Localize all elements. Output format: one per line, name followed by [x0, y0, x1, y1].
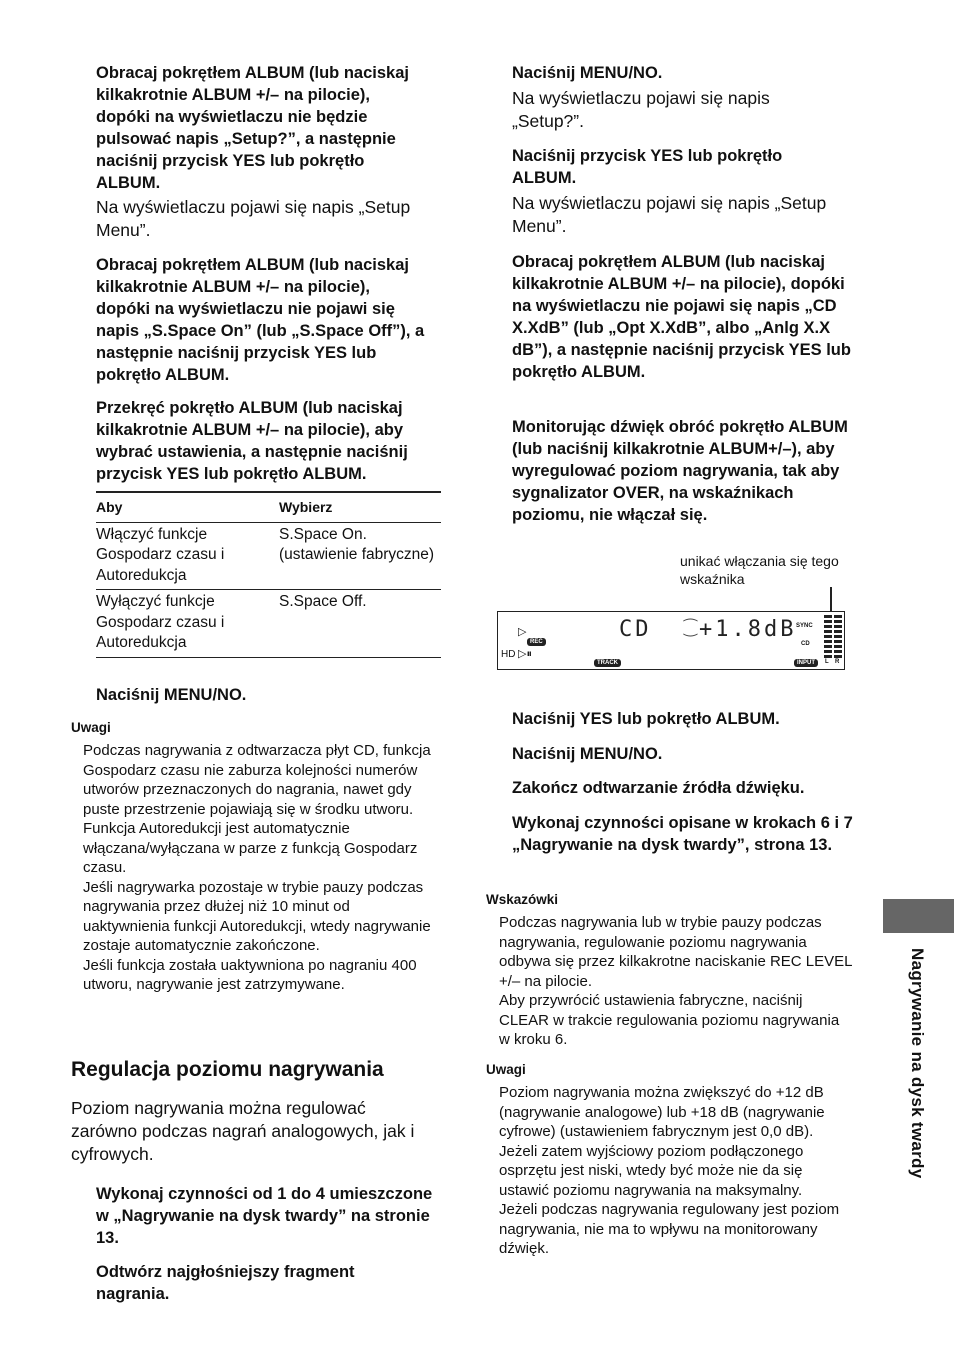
table-cell-choice: S.Space Off. — [279, 590, 441, 658]
step-instruction: Obracaj pokrętłem ALBUM (lub naciskaj kilkakrotnie ALBUM +/– na pilocie), dopóki na wyświetlaczu nie będzie pulsować napis „Setup?”, a następnie naciśnij przycisk YES lub pokrętło ALBUM. — [96, 64, 409, 192]
hd-label: HD — [501, 649, 516, 660]
tips-heading: Wskazówki — [486, 892, 559, 907]
tip-item: Podczas nagrywania lub w trybie pauzy podczas nagrywania, regulowanie poziomu nagrywania odbywa się przez kilkakrotne naciskanie REC LEVEL +/– na pilocie. — [499, 914, 852, 990]
step-description: Na wyświetlaczu pojawi się napis „Setup Menu”. — [96, 197, 411, 240]
notes-list — [499, 1083, 854, 1259]
note-item: Poziom nagrywania można zwiększyć do +12 dB (nagrywanie analogowe) lub +18 dB (nagrywanie cyfrowe) (ustawieniem fabrycznym jest 0,0 dB). — [499, 1084, 825, 1140]
blink-icon: ⁐ — [684, 620, 697, 637]
note-item: Jeśli funkcja została uaktywniona po nagraniu 400 utworu, nagrywanie jest zatrzymywane. — [83, 956, 417, 993]
meter-right-label: R — [835, 659, 840, 665]
tip-item: Aby przywrócić ustawienia fabryczne, naciśnij CLEAR w trakcie regulowania poziomu nagrywania w kroku 6. — [499, 992, 840, 1048]
note-item: Podczas nagrywania z odtwarzacza płyt CD, funkcja Gospodarz czasu nie zaburza kolejności numerów utworów przeznaczonych do nagrania, nawet gdy puste przestrzenie pojawiają się w środku utworu. — [83, 742, 431, 818]
step-instruction: Zakończ odtwarzanie źródła dźwięku. — [512, 779, 805, 797]
step-instruction: Monitorując dźwięk obróć pokrętło ALBUM (lub naciśnij kilkakrotnie ALBUM+/–), aby wyregulować poziom nagrywania, tak aby sygnalizator OVER, na wskaźnikach poziomu, nie włączał się. — [512, 418, 848, 524]
step-instruction: Naciśnij MENU/NO. — [96, 686, 247, 704]
meter-left-label: L — [825, 659, 829, 665]
table-cell-action: Włączyć funkcje Gospodarz czasu i Autoredukcja — [96, 522, 279, 590]
table-header-choice: Wybierz — [279, 492, 441, 522]
note-item: Jeżeli zatem wyjściowy poziom podłączonego osprzętu jest niski, wtedy być może nie da się ustawić poziomu nagrywania na maksymalny. — [499, 1142, 804, 1199]
note-item: Jeżeli podczas nagrywania regulowany jest poziom nagrywania, nie ma to wpływu na monitorowany dźwięk. — [499, 1201, 840, 1257]
notes-heading: Uwagi — [71, 720, 111, 735]
chapter-label: Nagrywanie na dysk twardy — [908, 948, 927, 1179]
level-meter-left — [824, 615, 832, 658]
display-callout: unikać włączania się tego wskaźnika — [680, 553, 839, 587]
rec-badge: REC — [527, 638, 546, 646]
level-meter-right — [834, 615, 842, 658]
step-instruction: Obracaj pokrętłem ALBUM (lub naciskaj kilkakrotnie ALBUM +/– na pilocie), dopóki na wyświetlaczu nie pojawi się napis „CD X.XdB” (lub „Opt X.XdB”, albo „Anlg X.X dB”), a następnie naciśnij przycisk YES lub pokrętło ALBUM. — [512, 253, 851, 381]
note-item: Jeśli nagrywarka pozostaje w trybie pauzy podczas nagrywania przez dłużej niż 10 minut od uaktywnienia funkcji Autoredukcji, wtedy nagrywanie zostaje automatycznie zakończone. — [83, 878, 431, 954]
table-header-action: Aby — [96, 492, 279, 522]
settings-table — [96, 491, 441, 658]
step-instruction: Naciśnij MENU/NO. — [512, 745, 663, 763]
notes-heading: Uwagi — [486, 1062, 526, 1077]
table-cell-choice: S.Space On. (ustawienie fabryczne) — [279, 522, 441, 590]
sync-label: SYNC — [796, 623, 813, 629]
step-instruction: Naciśnij przycisk YES lub pokrętło ALBUM. — [512, 147, 783, 187]
play-icon: ▷ — [518, 626, 527, 638]
step-instruction: Obracaj pokrętłem ALBUM (lub naciskaj kilkakrotnie ALBUM +/– na pilocie), dopóki na wyświetlaczu nie pojawi się napis „S.Space On” (lub „S.Space Off”), a następnie naciśnij przycisk YES lub pokrętło ALBUM. — [96, 256, 425, 384]
table-row — [96, 522, 441, 590]
section-tab-marker — [883, 899, 954, 933]
input-badge: INPUT — [794, 659, 818, 667]
track-badge: TRACK — [594, 659, 621, 667]
step-description: Na wyświetlaczu pojawi się napis „Setup Menu”. — [512, 193, 827, 236]
level-readout: +1.8dB — [699, 617, 797, 642]
play-pause-icon: ▷⏸ — [518, 648, 532, 660]
step-instruction: Naciśnij YES lub pokrętło ALBUM. — [512, 710, 780, 728]
source-readout: CD — [619, 617, 652, 642]
cd-label: CD — [801, 641, 810, 647]
step-instruction: Naciśnij MENU/NO. — [512, 64, 663, 82]
step-instruction: Wykonaj czynności opisane w krokach 6 i 7 „Nagrywanie na dysk twardy”, strona 13. — [512, 814, 853, 854]
section-intro: Poziom nagrywania można regulować zarówno podczas nagrań analogowych, jak i cyfrowych. — [71, 1098, 415, 1164]
table-row — [96, 590, 441, 658]
tips-list — [499, 913, 854, 1050]
device-display — [497, 611, 845, 670]
section-heading: Regulacja poziomu nagrywania — [71, 1058, 384, 1081]
notes-list — [83, 741, 438, 995]
step-instruction: Wykonaj czynności od 1 do 4 umieszczone w „Nagrywanie na dysk twardy” na stronie 13. — [96, 1185, 433, 1247]
note-item: Funkcja Autoredukcji jest automatycznie włączana/wyłączana w parze z funkcją Gospodarz czasu. — [83, 820, 418, 876]
step-instruction: Przekręć pokrętło ALBUM (lub naciskaj kilkakrotnie ALBUM +/– na pilocie), aby wybrać ustawienia, a następnie naciśnij przycisk YES lub pokrętło ALBUM. — [96, 399, 408, 483]
table-cell-action: Wyłączyć funkcje Gospodarz czasu i Autoredukcja — [96, 590, 279, 658]
step-instruction: Odtwórz najgłośniejszy fragment nagrania. — [96, 1263, 355, 1303]
step-description: Na wyświetlaczu pojawi się napis „Setup?”. — [512, 88, 770, 131]
